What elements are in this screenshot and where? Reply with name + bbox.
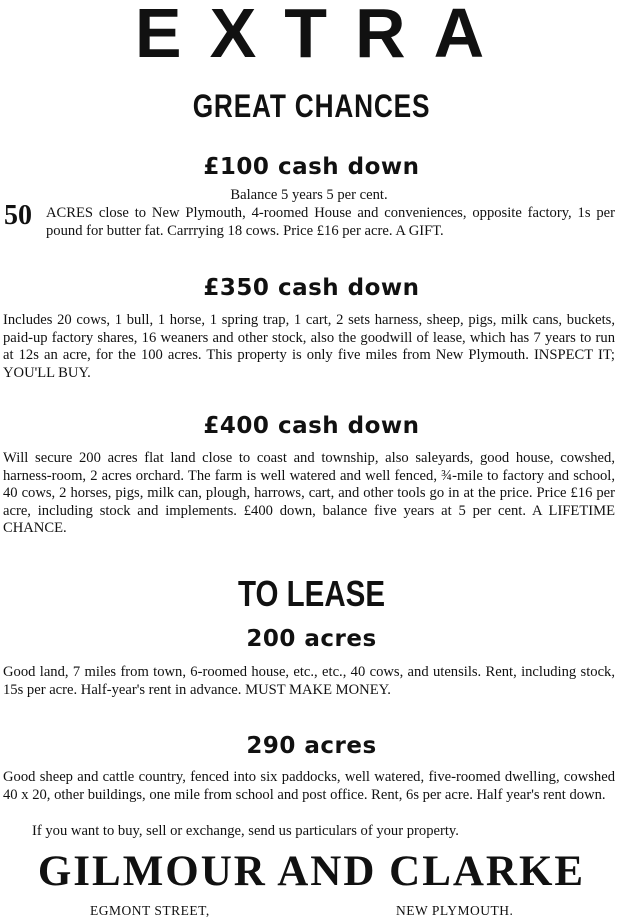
closing-line: If you want to buy, sell or exchange, send us particulars of your property. bbox=[32, 823, 459, 839]
extra-banner: EXTRA bbox=[134, 0, 513, 72]
offer1-drop-number: 50 bbox=[4, 200, 32, 231]
offer3-text: Will secure 200 acres flat land close to coast and township, also saleyards, good house, cowshed, harness-room, 2 acres orchard. The farm is well watered and well fenced, ¾-mile to factory and school, 40 cows, 2 horses, pigs, milk can, plough, harrows, cart, and other tools go in at the price. Price £16 per acre, including stock and implements. £400 down, balance five years at 5 per cent. A LIFETIME CHANCE. bbox=[3, 450, 615, 536]
to-lease-title: TO LEASE bbox=[237, 573, 386, 614]
lease1-heading: 200 acres bbox=[246, 626, 377, 652]
town-address: NEW PLYMOUTH. bbox=[396, 903, 514, 918]
offer1-heading: £100 cash down bbox=[203, 154, 420, 180]
offer2-text: Includes 20 cows, 1 bull, 1 horse, 1 spring trap, 1 cart, 2 sets harness, sheep, pigs, milk cans, buckets, paid-up factory shares, 16 weaners and other stock, also the goodwill of lease, which has 7 years to run at 12s an acre, for the 100 acres. This property is only five miles from New Plymouth. INSPECT IT; YOU'LL BUY. bbox=[3, 312, 615, 381]
offer1-text: ACRES close to New Plymouth, 4-roomed House and conveniences, opposite factory, 1s per pound for butter fat. Carrrying 18 cows. Price £16 per acre. A GIFT. bbox=[46, 205, 615, 239]
offer2-heading: £350 cash down bbox=[203, 275, 420, 301]
street-address: EGMONT STREET, bbox=[90, 903, 210, 918]
great-chances-headline: GREAT CHANCES bbox=[192, 88, 431, 124]
lease1-text: Good land, 7 miles from town, 6-roomed house, etc., etc., 40 cows, and utensils. Rent, including stock, 15s per acre. Half-year's rent in advance. MUST MAKE MONEY. bbox=[3, 664, 615, 698]
lease2-heading: 290 acres bbox=[246, 733, 377, 759]
offer3-heading: £400 cash down bbox=[203, 413, 420, 439]
offer1-text-first-lines bbox=[46, 205, 615, 240]
offer1-subline: Balance 5 years 5 per cent. bbox=[230, 187, 388, 203]
lease2-text: Good sheep and cattle country, fenced into six paddocks, well watered, five-roomed dwelling, cowshed 40 x 20, other buildings, one mile from school and post office. Rent, 6s per acre. Half year's rent down. bbox=[3, 769, 615, 803]
firm-name: GILMOUR AND CLARKE bbox=[37, 848, 586, 895]
